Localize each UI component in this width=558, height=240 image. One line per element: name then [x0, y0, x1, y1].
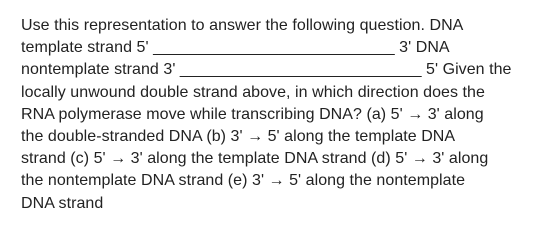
question-line: strand (c) 5' → 3' along the template DNA strand (d) 5' → 3' along — [21, 150, 489, 168]
question-line: Use this representation to answer the following question. DNA — [21, 17, 464, 34]
question-line: template strand 5' ___________________________ 3' DNA — [21, 39, 450, 57]
question-text — [21, 15, 541, 215]
question-line: RNA polymerase move while transcribing DNA? (a) 5' → 3' along — [21, 105, 484, 123]
question-line: the double-stranded DNA (b) 3' → 5' along the template DNA — [21, 128, 456, 146]
question-line: DNA strand — [21, 194, 104, 212]
question-line: locally unwound double strand above, in which direction does the — [21, 83, 485, 101]
question-line: nontemplate strand 3' ___________________________ 5' Given the — [21, 61, 512, 79]
question-line: the nontemplate DNA strand (e) 3' → 5' along the nontemplate — [21, 172, 466, 190]
